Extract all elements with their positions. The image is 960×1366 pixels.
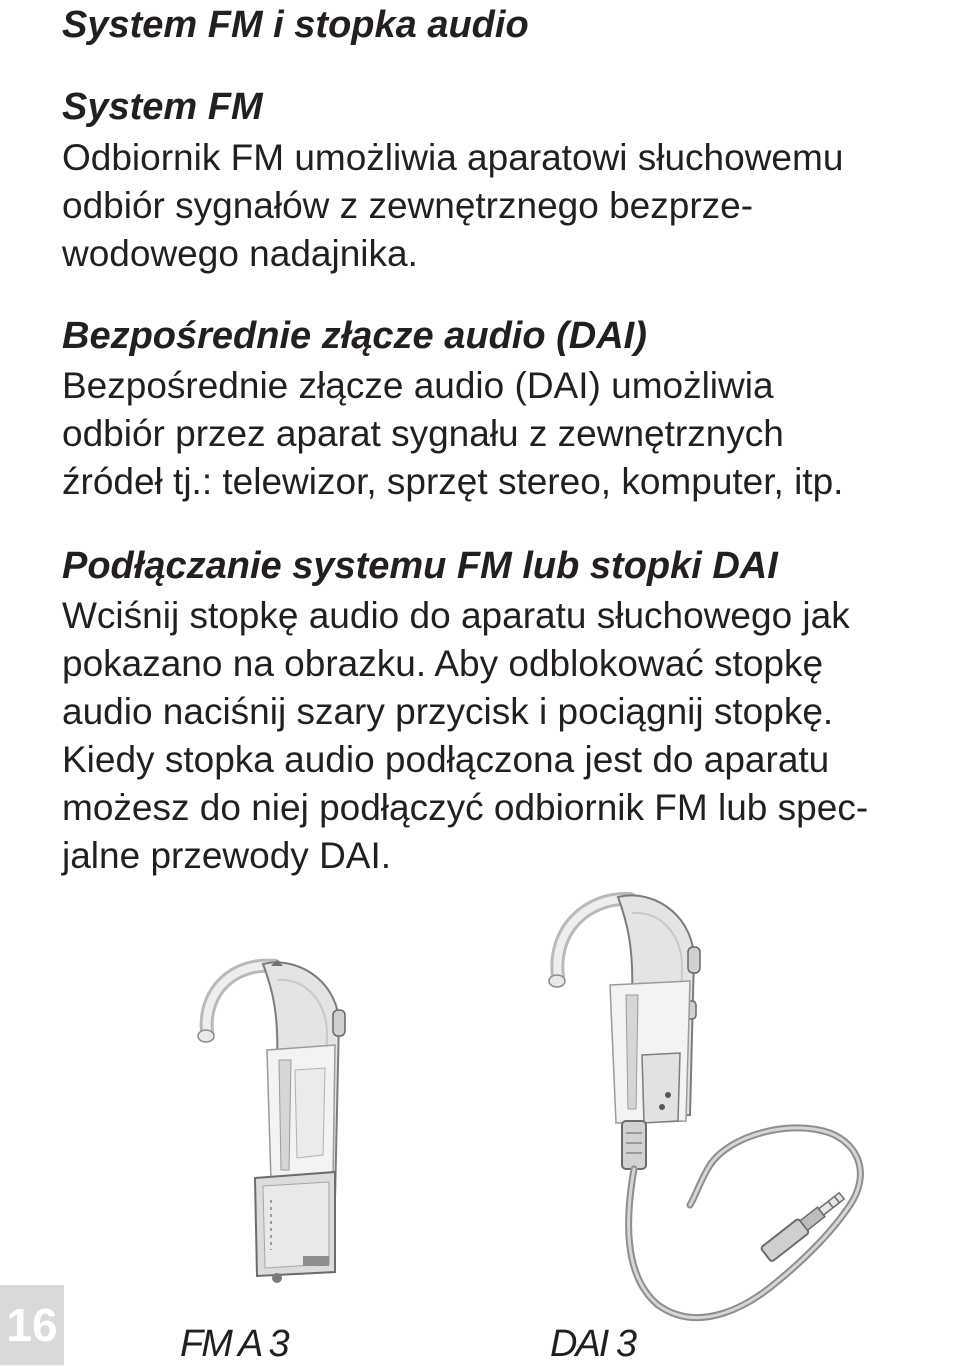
- page-number: 16: [0, 1285, 64, 1365]
- text-line: jalne przewody DAI.: [62, 835, 392, 876]
- text-line: Bezpośrednie złącze audio (DAI) umożliwia: [62, 365, 774, 406]
- section-text-dai: [62, 362, 843, 506]
- figure-caption-fm: FM A 3: [180, 1323, 288, 1365]
- text-line: pokazano na obrazku. Aby odblokować stopkę: [62, 643, 824, 684]
- text-line: odbiór sygnałów z zewnętrznego bezprze-: [62, 185, 754, 226]
- section-heading-dai: Bezpośrednie złącze audio (DAI): [62, 315, 647, 357]
- figure-caption-dai: DAI 3: [550, 1323, 636, 1365]
- section-heading-system-fm: System FM: [62, 86, 263, 128]
- text-line: odbiór przez aparat sygnału z zewnętrznych: [62, 413, 784, 454]
- text-line: możesz do niej podłączyć odbiornik FM lub spec-: [62, 787, 869, 828]
- text-line: audio naciśnij szary przycisk i pociągnij stopkę.: [62, 691, 834, 732]
- text-line: Kiedy stopka audio podłączona jest do aparatu: [62, 739, 830, 780]
- hearing-aid-fm-illustration: [185, 950, 375, 1290]
- text-line: Odbiornik FM umożliwia aparatowi słuchowemu: [62, 137, 844, 178]
- text-line: Wciśnij stopkę audio do aparatu słuchowego jak: [62, 595, 850, 636]
- hearing-aid-dai-illustration: [530, 885, 890, 1325]
- section-text-connecting: [62, 592, 868, 880]
- section-heading-connecting: Podłączanie systemu FM lub stopki DAI: [62, 545, 778, 587]
- text-line: źródeł tj.: telewizor, sprzęt stereo, komputer, itp.: [62, 461, 844, 502]
- section-text-system-fm: [62, 134, 843, 278]
- page-title: System FM i stopka audio: [62, 4, 529, 46]
- text-line: wodowego nadajnika.: [62, 233, 418, 274]
